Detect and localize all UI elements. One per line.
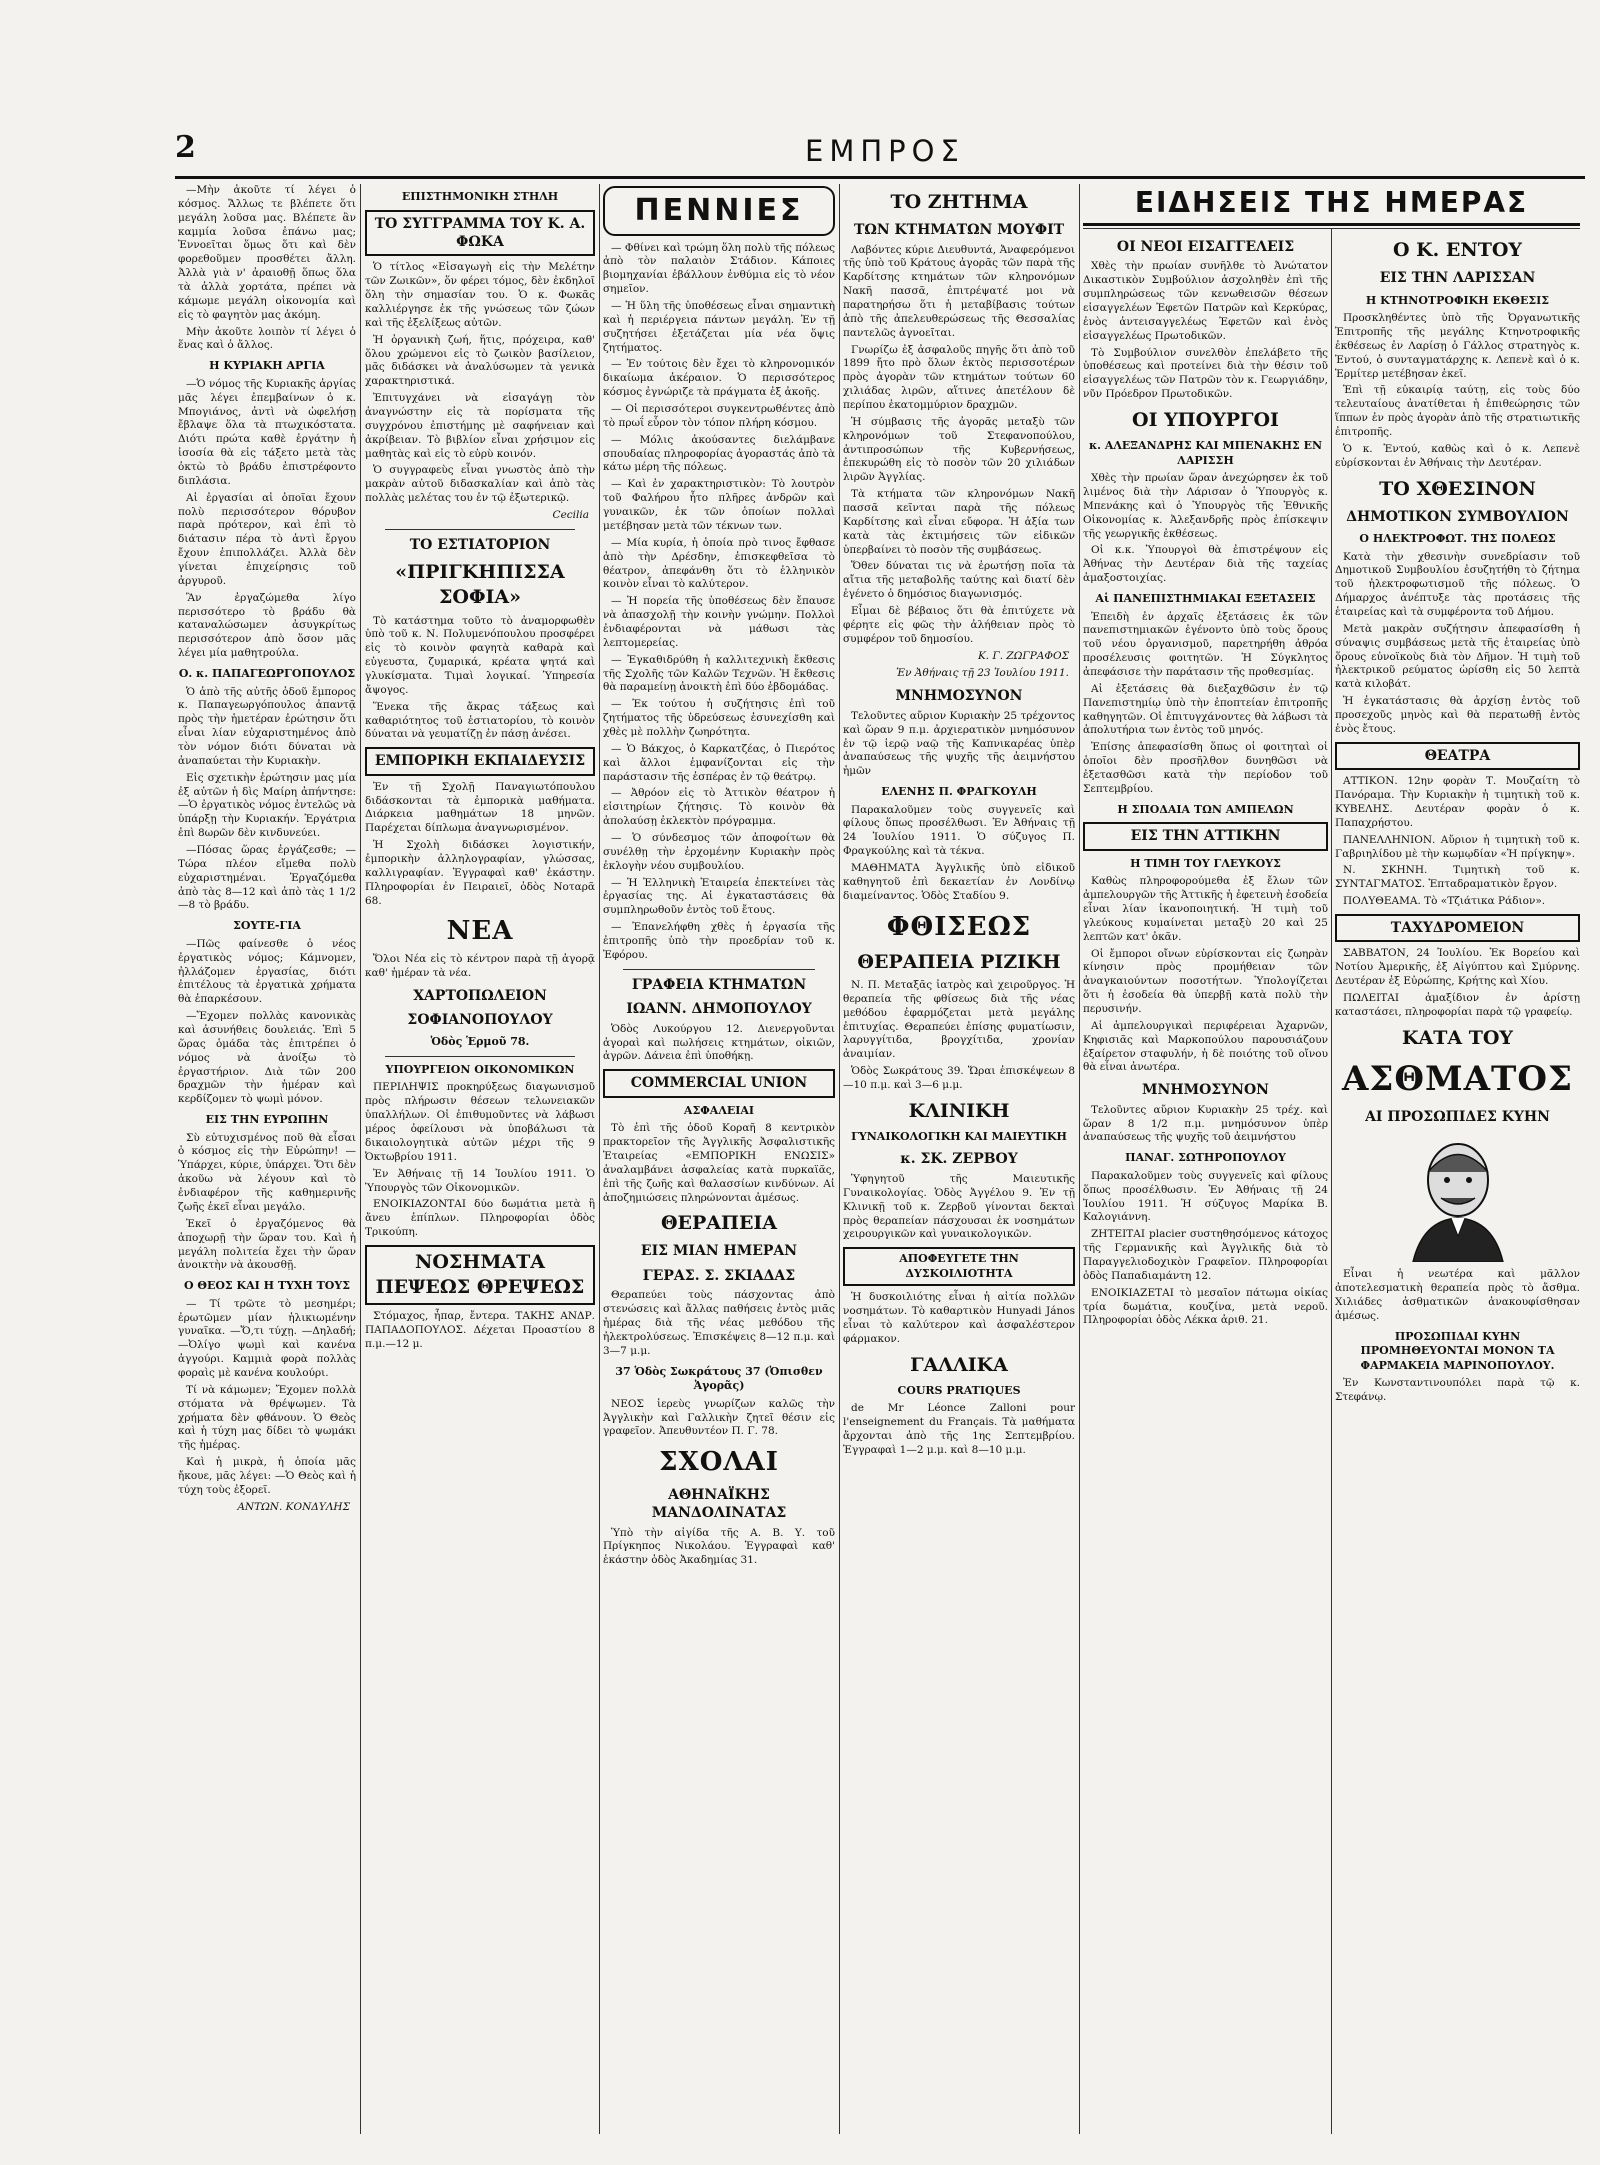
paragraph: Στόμαχος, ἧπαρ, ἔντερα. ΤΑΚΗΣ ΑΝΔΡ. ΠΑΠΑΔΟΠΟΥΛΟΣ. Δέχεται Προαστίου 8 π.μ.—12 μ. xyxy=(365,1310,595,1350)
paragraph: Ὁδὸς Σωκράτους 39. Ὥραι ἐπισκέψεων 8—10 π.μ. καὶ 3—6 μ.μ. xyxy=(843,1065,1075,1092)
paragraph: —Πῶς φαίνεσθε ὁ νέος ἐργατικὸς νόμος; Κάμνομεν, ἠλλάζομεν ἐργασίας, διότι ἐπιτέλους τὰ ἐργατικὰ χρήματα θὰ ἐπαρκέσουν. xyxy=(178,937,356,1006)
paragraph: Ὅθεν δύναται τις νὰ ἐρωτήσῃ ποῖα τὰ αἴτια τῆς μεταβολῆς ταύτης καὶ διατί δὲν ἐγένετο ὁ δημόσιος διαγωνισμός. xyxy=(843,560,1075,601)
column-divider xyxy=(360,184,361,2134)
paragraph: Ἐν Ἀθήναις τῇ 14 Ἰουλίου 1911. Ὁ Ὑπουργὸς τῶν Οἰκονομικῶν. xyxy=(365,1167,595,1194)
paragraph: Προσκληθέντες ὑπὸ τῆς Ὀργανωτικῆς Ἐπιτροπῆς τῆς μεγάλης Κτηνοτροφικῆς ἐκθέσεως ἐν Λαρίσῃ ὁ Γάλλος στρατηγὸς κ. Ἐντού, ὁ συνταγματάρχης κ. Λεπενὲ καὶ ὁ κ. Ἑρμίτερ μετέβησαν ἐκεῖ. xyxy=(1335,312,1580,380)
ad-headline: κ. ΣΚ. ΖΕΡΒΟΥ xyxy=(900,1151,1018,1168)
column-5 xyxy=(1083,232,1328,2134)
article-headline: ΔΗΜΟΤΙΚΟΝ ΣΥΜΒΟΥΛΙΟΝ xyxy=(1346,508,1569,525)
article-headline: ΟΙ ΝΕΟΙ ΕΙΣΑΓΓΕΛΕΙΣ xyxy=(1116,239,1295,255)
ad-headline: ΙΩΑΝΝ. ΔΗΜΟΠΟΥΛΟΥ xyxy=(626,1001,812,1018)
ad-headline: ΓΕΡΑΣ. Σ. ΣΚΙΑΔΑΣ xyxy=(642,1267,796,1284)
ad-headline: ΕΙΣ ΜΙΑΝ ΗΜΕΡΑΝ xyxy=(640,1243,798,1260)
paragraph: ΕΝΟΙΚΙΑΖΟΝΤΑΙ δύο δωμάτια μετὰ ἢ ἄνευ ἐπίπλων. Πληροφορίαι ὁδὸς Τρικούπη. xyxy=(365,1198,595,1239)
article-headline: ΤΟ ΖΗΤΗΜΑ xyxy=(890,191,1028,213)
paragraph: Τὸ Συμβούλιον συνελθὸν ἐπελάβετο τῆς ὑποθέσεως καὶ προτείνει διὰ τὴν θέσιν τοῦ εἰσαγγελέως τῶν Πατρῶν τὸν κ. Γεωργιάδην, νῦν Πρόεδρον Πρωτοδικῶν. xyxy=(1083,346,1328,401)
notice-headline: ΥΠΟΥΡΓΕΙΟΝ ΟΙΚΟΝΟΜΙΚΩΝ xyxy=(385,1062,575,1076)
paragraph: Αἱ ἐξετάσεις θὰ διεξαχθῶσιν ἐν τῷ Πανεπιστημίῳ ὑπὸ τὴν ἐποπτείαν ἐπιτροπῆς καθηγητῶν. Οἱ ἐπιτυγχάνοντες θὰ λάβωσι τὰ ἀπολυτήρια των ἐντὸς τοῦ μηνός. xyxy=(1083,682,1328,737)
paragraph: Ἐκεῖ ὁ ἐργαζόμενος θὰ ἀποχωρῇ τὴν ὥραν του. Καὶ ἡ μεγάλη πολιτεία ἔχει τὴν ὥραν ἀνοικτὴν νὰ ἀκουσθῇ. xyxy=(178,1217,356,1272)
ad-headline: ΘΕΡΑΠΕΙΑ ΡΙΖΙΚΗ xyxy=(857,950,1061,973)
paragraph: Ἡ ἐγκατάστασις θὰ ἀρχίσῃ ἐντὸς τοῦ προσεχοῦς μηνὸς καὶ θὰ περατωθῇ ἐντὸς ἑνὸς ἔτους. xyxy=(1335,695,1580,735)
column-divider xyxy=(599,184,600,2134)
column-2 xyxy=(365,184,595,2134)
paragraph: — Μόλις ἀκούσαντες διελάμβανε σπουδαίας πληροφορίας ἀγοραστάς ἀπὸ τὰ κάτω μέρη τῆς πόλεως. xyxy=(603,433,835,474)
paragraph: — Οἱ περισσότεροι συγκεντρωθέντες ἀπὸ τὸ πρωΐ εὗρον τὸν τόπον πλήρη κόσμου. xyxy=(603,403,835,429)
paragraph: Ἐν τῇ Σχολῇ Παναγιωτόπουλου διδάσκονται τὰ ἐμπορικὰ μαθήματα. Διάρκεια μαθημάτων 18 μηνῶν. Παρέχεται δίπλωμα ἀναγνωρισμένον. xyxy=(365,780,595,835)
paragraph: Ὑπὸ τὴν αἰγίδα τῆς Α. Β. Υ. τοῦ Πρίγκηπος Νικολάου. Ἐγγραφαὶ καθ' ἑκάστην ὁδὸς Ἀκαδημίας 31. xyxy=(603,1526,835,1567)
paragraph: Καθὼς πληροφορούμεθα ἐξ ἔλων τῶν ἀμπελουργῶν τῆς Ἀττικῆς ἡ ἐφετεινὴ ἐσοδεία εἶναι λίαν ἱκανοποιητική. Ἡ τιμὴ τοῦ γλεύκους κυμαίνεται μεταξὺ 20 καὶ 25 λεπτῶν κατ' ὀκᾶν. xyxy=(1083,875,1328,943)
section-heading: Η ΚΥΡΙΑΚΗ ΑΡΓΙΑ xyxy=(209,359,325,373)
article-subheadline: Η ΤΙΜΗ ΤΟΥ ΓΛΕΥΚΟΥΣ xyxy=(1130,856,1281,870)
byline: Cecilia xyxy=(552,509,589,522)
man-portrait-illustration xyxy=(1383,1132,1533,1262)
paragraph: Ἡ ὀργανικὴ ζωή, ἥτις, πρόχειρα, καθ' ὅλου χρώμενοι εἰς τὸ ζωικὸν βασίλειον, μᾶς διδάσκει νὰ ἀναλύσωμεν τὰ γενικὰ χαρακτηριστικά. xyxy=(365,333,595,388)
masthead xyxy=(175,130,1575,180)
paragraph: — Ὁ σύνδεσμος τῶν ἀποφοίτων θὰ συνέλθῃ τὴν ἐρχομένην Κυριακὴν πρὸς ἐκλογὴν νέου συμβουλίου. xyxy=(603,831,835,872)
section-heading: Ο ΘΕΟΣ ΚΑΙ Η ΤΥΧΗ ΤΟΥΣ xyxy=(183,1279,351,1293)
paragraph: Ἐν Κωνσταντινουπόλει παρὰ τῷ κ. Στεφάνῳ. xyxy=(1335,1377,1580,1403)
paragraph: Μετὰ μακρὰν συζήτησιν ἀπεφασίσθη ἡ σύναψις συμβάσεως μετὰ τῆς ἑταιρείας ὑπὸ ὅρους εὐνοϊκοὺς διὰ τὸν Δῆμον. Ἡ τιμὴ τοῦ ἠλεκτρικοῦ ρεύματος ὡρίσθη εἰς 50 λεπτὰ κατὰ κιλοβάτ. xyxy=(1335,622,1580,691)
paragraph: Εἶναι ἡ νεωτέρα καὶ μᾶλλον ἀποτελεσματικὴ θεραπεία πρὸς τὸ ἄσθμα. Χιλιάδες ἀσθματικῶν ἀνακουφίσθησαν ἀμέσως. xyxy=(1335,1268,1580,1322)
paragraph: Ὁ κ. Ἐντού, καθὼς καὶ ὁ κ. Λεπενὲ εὑρίσκονται ἐν Ἀθήναις τὴν Δευτέραν. xyxy=(1335,442,1580,469)
paragraph: ΕΝΟΙΚΙΑΖΕΤΑΙ τὸ μεσαῖον πάτωμα οἰκίας τρία δωμάτια, κουζίνα, μετὰ νεροῦ. Πληροφορίαι ὁδὸς Λέκκα ἀριθ. 21. xyxy=(1083,1286,1328,1327)
paragraph: Ἡ σύμβασις τῆς ἀγορᾶς μεταξὺ τῶν κληρονόμων τοῦ Στεφανοπούλου, ἀντιπροσώπων τῆς Κυβερνήσεως, ἐπεκυρώθη εἰς τὸ ποσὸν τῶν 20 χιλιάδων λιρῶν Ἀγγλίας. xyxy=(843,415,1075,484)
article-headline: ΤΟ ΣΥΓΓΡΑΜΜΑ ΤΟΥ Κ. Α. ΦΩΚΑ xyxy=(365,210,595,257)
page-number: 2 xyxy=(175,130,196,165)
paragraph: Αἱ ἐργασίαι αἱ ὁποῖαι ἔχουν πολὺ περισσότερον θόρυβον παρὰ πρότερον, καὶ ἐπὶ τὸ διάτασιν πέρα τὸ ἀντὶ ἔργου ἔχουν ἐπιπολλάζει. Ἀλλὰ δὲν γίνεται ἐπιχείρησις τοῦ ἀργυροῦ. xyxy=(178,491,356,587)
section-heading: ΘΕΑΤΡΑ xyxy=(1335,742,1580,770)
ad-headline: ΑΙ ΠΡΟΣΩΠΙΔΕΣ ΚΥΗΝ xyxy=(1365,1108,1550,1125)
paragraph: Καὶ ἡ μικρὰ, ἡ ὁποία μᾶς ἤκουε, μᾶς λέγει: —Ὁ Θεὸς καὶ ἡ τύχη τοὺς ἐξορεῖ. xyxy=(178,1456,356,1496)
paragraph: Τὰ κτήματα τῶν κληρονόμων Νακῆ πασσᾶ κεῖνται παρὰ τῆς πόλεως Καρδίτσης καὶ εἶναι εὔφορα. Ἡ ἀξία των κατὰ τὰς ἐκτιμήσεις τῶν εἰδικῶν ὑπερβαίνει τὸ ποσὸν τῆς συμβάσεως. xyxy=(843,488,1075,556)
header-divider xyxy=(1083,228,1580,229)
paragraph: Τελοῦντες αὔριον Κυριακὴν 25 τρέχοντος καὶ ὥραν 9 π.μ. ἀρχιερατικὸν μνημόσυνον ἐν τῷ ἱερῷ ναῷ τῆς Καπνικαρέας ὑπὲρ ἀναπαύσεως τῆς ψυχῆς τῆς ἀειμνήστου ἡμῶν xyxy=(843,709,1075,778)
paragraph: — Φθίνει καὶ τρώμη ὅλη πολὺ τῆς πόλεως ἀπὸ τὸν παλαιὸν Στάδιον. Κάποιες βιομηχανίαι ἐβάλλουν ἐνθύμια εἰς τὸ νέον σημεῖον. xyxy=(603,241,835,296)
article-subheadline: κ. ΑΛΕΞΑΝΔΡΗΣ ΚΑΙ ΜΠΕΝΑΚΗΣ ΕΝ ΛΑΡΙΣΣΗ xyxy=(1088,439,1323,467)
column-headline: ΠΕΝΝΙΕΣ xyxy=(603,186,835,236)
column-6 xyxy=(1335,232,1580,2134)
divider xyxy=(385,529,575,530)
ad-address: Ὁδὸς Ἑρμοῦ 78. xyxy=(430,1035,530,1049)
ad-headline: ΑΘΗΝΑΪΚΗΣ ΜΑΝΔΟΛΙΝΑΤΑΣ xyxy=(651,1486,787,1522)
ad-headline: ΝΟΣΗΜΑΤΑ ΠΕΨΕΩΣ ΘΡΕΨΕΩΣ xyxy=(365,1245,595,1305)
notice-name: ΠΑΝΑΓ. ΣΩΤΗΡΟΠΟΥΛΟΥ xyxy=(1125,1151,1286,1165)
paragraph: Ἂν ἐργαζώμεθα λίγο περισσότερο τὸ βράδυ θὰ καταναλώσωμεν ἀσυγκρίτως περισσότερον ἀπὸ ὅσον μᾶς λέγει μία μαθητρούλα. xyxy=(178,591,356,660)
paragraph: Ἐπὶ τῇ εὐκαιρίᾳ ταύτῃ, εἰς τοὺς δύο τελευταίους ἀνατίθεται ἡ ἐπιθεώρησις τῶν ἵππων ἐν πρὸς ἀγορὰν ἀπὸ τῆς στρατιωτικῆς ἐπιτροπῆς. xyxy=(1335,384,1580,438)
article-headline: ΤΟ ΧΘΕΣΙΝΟΝ xyxy=(1379,477,1536,500)
column-4 xyxy=(843,184,1075,2134)
paragraph: Εἶμαι δὲ βέβαιος ὅτι θὰ ἐπιτύχετε νὰ φέρητε εἰς φῶς τὴν ἀλήθειαν πρὸς τὸ συμφέρον τοῦ δημοσίου. xyxy=(843,605,1075,645)
paragraph: Ἡ δυσκοιλιότης εἶναι ἡ αἰτία πολλῶν νοσημάτων. Τὸ καθαρτικὸν Hunyadi János εἶναι τὸ καλύτερον καὶ ἀσφαλέστερον φάρμακον. xyxy=(843,1291,1075,1345)
paragraph: ΜΑΘΗΜΑΤΑ Ἀγγλικῆς ὑπὸ εἰδικοῦ καθηγητοῦ ἐπὶ δεκαετίαν ἐν Λονδίνῳ διαμείναντος. Ὁδὸς Σταδίου 9. xyxy=(843,862,1075,902)
newspaper-title: ΕΜΠΡΟΣ xyxy=(805,134,965,168)
paragraph: Ὑφηγητοῦ τῆς Μαιευτικῆς Γυναικολογίας. Ὁδὸς Ἀγγέλου 9. Ἐν τῇ Κλινικῇ τοῦ κ. Ζερβοῦ γίνονται δεκταὶ πρὸς θεραπείαν πάσχουσαι ἐκ νοσημάτων χειρουργικῶν καὶ γυναικολογικῶν. xyxy=(843,1172,1075,1241)
paragraph: Ἡ Σχολὴ διδάσκει λογιστικήν, ἐμπορικὴν ἀλληλογραφίαν, γλώσσας, καλλιγραφίαν. Ἐγγραφαὶ καθ' ἑκάστην. Πληροφορίαι ἐν Πειραιεῖ, ὁδὸς Νοταρᾶ 68. xyxy=(365,839,595,907)
paragraph: ΠΑΝΕΛΛΗΝΙΟΝ. Αὔριον ἡ τιμητικὴ τοῦ κ. Γαβριηλίδου μὲ τὴν κωμῳδίαν «Ἡ πρίγκηψ». xyxy=(1335,833,1580,860)
paragraph: Κατὰ τὴν χθεσινὴν συνεδρίασιν τοῦ Δημοτικοῦ Συμβουλίου ἐσυζητήθη τὸ ζήτημα τοῦ ἠλεκτροφωτισμοῦ τῆς πόλεως. Ὁ Δήμαρχος ἀνέπτυξε τὰς προτάσεις τῆς ἑταιρείας καὶ τὰ συμφέροντα τοῦ Δήμου. xyxy=(1335,550,1580,619)
paragraph: Οἱ κ.κ. Ὑπουργοὶ θὰ ἐπιστρέψουν εἰς Ἀθήνας τὴν Δευτέραν διὰ τῆς ταχείας ἀμαξοστοιχίας. xyxy=(1083,544,1328,585)
paragraph: ΠΩΛΕΙΤΑΙ ἁμαξίδιον ἐν ἀρίστῃ καταστάσει, πληροφορίαι παρὰ τῷ γραφείῳ. xyxy=(1335,992,1580,1018)
paragraph: Τί νὰ κάμωμεν; Ἔχομεν πολλὰ στόματα νὰ θρέψωμεν. Τὰ χρήματα δὲν φθάνουν. Ὁ Θεὸς καὶ ἡ τύχη μας δίδει τὸ ψωμάκι τῆς ἡμέρας. xyxy=(178,1383,356,1452)
paragraph: — Ἀθρόον εἰς τὸ Ἀττικὸν θέατρον ἡ εἰσιτηρίων ζήτησις. Τὸ κοινὸν θὰ ἀπολαύσῃ ἐκλεκτὸν πρόγραμμα. xyxy=(603,787,835,828)
paragraph: ΠΕΡΙΛΗΨΙΣ προκηρύξεως διαγωνισμοῦ πρὸς πλήρωσιν θέσεων τελωνειακῶν ὑπαλλήλων. Οἱ ἐπιθυμοῦντες νὰ λάβωσι μέρος ὀφείλουσι νὰ ὑποβάλωσι τὰ δικαιολογητικὰ αὐτῶν μέχρι τῆς 9 Ὀκτωβρίου 1911. xyxy=(365,1081,595,1163)
paragraph: Χθὲς τὴν πρωίαν ὥραν ἀνεχώρησεν ἐκ τοῦ λιμένος διὰ τὴν Λάρισαν ὁ Ὑπουργὸς κ. Μπενάκης καὶ ὁ Ὑπουργὸς τῆς Ἐθνικῆς Οἰκονομίας κ. Ἀλεξανδρῆς πρὸς ἐπίσκεψιν τῆς γεωργικῆς ἐκθέσεως. xyxy=(1083,472,1328,540)
byline: Κ. Γ. ΖΩΓΡΑΦΟΣ xyxy=(977,649,1069,662)
ad-headline: ΓΑΛΛΙΚΑ xyxy=(910,1353,1008,1376)
article-subheadline: Η ΚΤΗΝΟΤΡΟΦΙΚΗ ΕΚΘΕΣΙΣ xyxy=(1365,293,1550,307)
article-headline: ΟΙ ΥΠΟΥΡΓΟΙ xyxy=(1132,409,1279,432)
column-divider xyxy=(839,184,840,2134)
paragraph: ΖΗΤΕΙΤΑΙ placier συστηθησόμενος κάτοχος τῆς Γερμανικῆς καὶ Ἀγγλικῆς διὰ τὸ Παραγγελιοδοχικὸν Γραφεῖον. Πληροφορίαι ὁδὸς Παπαδιαμάντη 12. xyxy=(1083,1228,1328,1282)
paragraph: — Ἡ πορεία τῆς ὑποθέσεως δὲν ἔπαυσε νὰ ἀπασχολῇ τὴν κοινὴν γνώμην. Πολλοὶ ἐνδιαφέρονται νὰ μάθωσι τὰς λεπτομερείας. xyxy=(603,595,835,649)
masthead-rule xyxy=(175,176,1585,179)
notice-name: ΕΛΕΝΗΣ Π. ΦΡΑΓΚΟΥΛΗ xyxy=(881,785,1037,799)
article-headline: ΤΩΝ ΚΤΗΜΑΤΩΝ ΜΟΥΦΙΤ xyxy=(853,222,1065,239)
paragraph: Ἕνεκα τῆς ἄκρας τάξεως καὶ καθαριότητος τοῦ ἑστιατορίου, τὸ κοινὸν δύναται νὰ γευματίζῃ ἐν πάσῃ ἀνέσει. xyxy=(365,700,595,741)
article-headline: Η ΣΠΟΔΑΙΑ ΤΩΝ ΑΜΠΕΛΩΝ xyxy=(1117,802,1294,816)
section-heading: ΤΑΧΥΔΡΟΜΕΙΟΝ xyxy=(1335,914,1580,942)
ad-headline: ΦΘΙΣΕΩΣ xyxy=(886,911,1032,942)
article-headline: Ο Κ. ΕΝΤΟΥ xyxy=(1392,239,1522,261)
column-1 xyxy=(178,184,356,2134)
section-heading: ΣΟΥΤΕ-ΓΙΑ xyxy=(233,919,301,933)
section-kicker: ΕΠΙΣΤΗΜΟΝΙΚΗ ΣΤΗΛΗ xyxy=(401,190,559,203)
column-divider xyxy=(1079,184,1080,2134)
paragraph: — Ἐγκαθιδρύθη ἡ καλλιτεχνικὴ ἔκθεσις τῆς Σχολῆς τῶν Καλῶν Τεχνῶν. Ἡ ἔκθεσις θὰ παραμείνῃ ἀνοικτὴ ἐπὶ δύο ἑβδομάδας. xyxy=(603,653,835,694)
paragraph: —Ὁ νόμος τῆς Κυριακῆς ἀργίας μᾶς λέγει ἐπεμβαίνων ὁ κ. Μπογιάνος, ἀντὶ νὰ ὠφελήσῃ ἔβλαψε ὅλα τὰ πτωχικόστατα. Διότι πρώτα καθὲ ἐργάτην ἠ ἰσοσία θὰ εἰς τάξετο μετὰ τὰς ὀκτὼ τὸ βράδυ ἐπιστρέφοντο διπλάσια. xyxy=(178,377,356,487)
paragraph: Ἐπειδὴ ἐν ἀρχαῖς ἐξετάσεις ἐκ τῶν πανεπιστημιακῶν ἐγένοντο ὑπὸ τοὺς ὅρους τοῦ νέου ὀργανισμοῦ, παρετηρήθη ἀθρόα προσέλευσις φοιτητῶν. Ἡ Σύγκλητος ἀπεφάσισε τὴν παράτασιν τῆς προθεσμίας. xyxy=(1083,610,1328,678)
section-heading: ΕΙΣ ΤΗΝ ΕΥΡΩΠΗΝ xyxy=(205,1113,329,1127)
paragraph: ΠΟΛΥΘΕΑΜΑ. Τὸ «Τζιάτικα Ράδιον». xyxy=(1343,895,1546,908)
paragraph: Μὴν ἀκοῦτε λοιπὸν τί λέγει ὁ ἕνας καὶ ὁ ἄλλος. xyxy=(178,325,356,352)
paragraph: Τελοῦντες αὔριον Κυριακὴν 25 τρέχ. καὶ ὥραν 8 1/2 π.μ. μνημόσυνον ὑπὲρ ἀναπαύσεως τῆς ψυχῆς τοῦ ἀειμνήστου xyxy=(1083,1103,1328,1144)
paragraph: ΝΕΟΣ ἱερεὺς γνωρίζων καλῶς τὴν Ἀγγλικὴν καὶ Γαλλικὴν ζητεῖ θέσιν εἰς γραφεῖον. Ἀπευθυντέον Π. Γ. 78. xyxy=(603,1397,835,1438)
article-subheadline: Ο ΗΛΕΚΤΡΟΦΩΤ. ΤΗΣ ΠΟΛΕΩΣ xyxy=(1359,532,1556,546)
notice-headline: ΜΝΗΜΟΣΥΝΟΝ xyxy=(895,688,1023,705)
paragraph: — Τί τρῶτε τὸ μεσημέρι; ἐρωτῶμεν μίαν ἡλικιωμένην γυναῖκα. —Ὅ,τι τύχῃ. —Δηλαδή; —Ὀλίγο ψωμὶ καὶ κανένα ἀγγούρι. Καμμιὰ φορὰ πολλὰς φοραὶς μὲ κανένα κουλούρι. xyxy=(178,1297,356,1380)
ad-headline: ΣΧΟΛΑΙ xyxy=(659,1447,779,1478)
ad-headline: ΕΜΠΟΡΙΚΗ ΕΚΠΑΙΔΕΥΣΙΣ xyxy=(365,747,595,775)
paragraph: Ὅλοι Νέα εἰς τὸ κέντρον παρὰ τῇ ἀγορᾷ καθ' ἡμέραν τὰ νέα. xyxy=(365,952,595,979)
paragraph: Λαβόντες κύριε Διευθυντά, Ἀναφερόμενοι τῆς ὑπὸ τοῦ Κράτους ἀγορᾶς τῶν παρὰ τῆς Καρδίτσης κτημάτων τῶν κληρονόμων Νακῆ πασσᾶ, ἐπιτρέψατέ μοι νὰ παρατηρήσω ὅτι ἡ μεταβίβασις τούτων ἀπὸ τῆς ἀπελευθερώσεως τῆς Θεσσαλίας παντελῶς ἀγνοεῖται. xyxy=(843,243,1075,339)
paragraph: Τὸ ἐπὶ τῆς ὁδοῦ Κοραῆ 8 κεντρικὸν πρακτορεῖον τῆς Ἀγγλικῆς Ἀσφαλιστικῆς Ἑταιρείας «ΕΜΠΟΡΙΚΗ ΕΝΩΣΙΣ» ἀναλαμβάνει ἀσφαλείας κατὰ πυρκαϊᾶς, ἐπὶ τῆς ζωῆς καὶ θαλασσίων κινδύνων. Αἱ ἀποζημιώσεις πληρώνονται ἀμέσως. xyxy=(603,1122,835,1204)
paragraph: Σὺ εὐτυχισμένος ποῦ θὰ εἶσαι ὁ κόσμος εἰς τὴν Εὐρώπην! —Ὑπάρχει, κύριε, ὑπάρχει. Ὅτι δὲν ἀκοῦω νὰ λέγουν καὶ τὸ ἐνδιαφέρον τῆς καθημερινῆς ζωῆς ἐκεῖ εἶναι μεγάλο. xyxy=(178,1131,356,1213)
notice-headline: ΜΝΗΜΟΣΥΝΟΝ xyxy=(1142,1082,1269,1099)
ad-footer: ΠΡΟΣΩΠΙΔΑΙ ΚΥΗΝ ΠΡΟΜΗΘΕΥΟΝΤΑΙ ΜΟΝΟΝ ΤΑ ΦΑΡΜΑΚΕΙΑ ΜΑΡΙΝΟΠΟΥΛΟΥ. xyxy=(1360,1329,1555,1372)
paragraph: — Ὁ Βάκχος, ὁ Καρκατζέας, ὁ Πιερότος καὶ ἄλλοι ἐμφανίζονται εἰς τὴν παράστασιν τῆς ἐσπέρας ἐν τῷ θεάτρῳ. xyxy=(603,742,835,783)
paragraph: Ἐπιτυγχάνει νὰ εἰσαγάγῃ τὸν ἀναγνώστην εἰς τὰ πορίσματα τῆς συγχρόνου ἐπιστήμης μὲ σαφήνειαν καὶ ἀκρίβειαν. Τὸ βιβλίον εἶναι χρήσιμον εἰς μαθητὰς καὶ εἰς τὸ εὐρὺ κοινόν. xyxy=(365,392,595,460)
paragraph: — Ἐκ τούτου ἡ συζήτησις ἐπὶ τοῦ ζητήματος τῆς ὑδρεύσεως ἐσυνεχίσθη καὶ χθὲς μὲ πολλὴν ζωηρότητα. xyxy=(603,698,835,738)
ad-headline: «ΠΡΙΓΚΗΠΙΣΣΑ ΣΟΦΙΑ» xyxy=(395,561,565,609)
ad-headline: ΤΟ ΕΣΤΙΑΤΟΡΙΟΝ xyxy=(409,536,551,553)
paragraph: Ὁ συγγραφεὺς εἶναι γνωστὸς ἀπὸ τὴν μακρὰν αὐτοῦ διδασκαλίαν καὶ ἀπὸ τὰς πολλὰς μελέτας του ἐν τῷ ἐξωτερικῷ. xyxy=(365,464,595,505)
ad-headline: ΧΑΡΤΟΠΩΛΕΙΟΝ xyxy=(413,987,547,1004)
paragraph: — Ἐπανελήφθη χθὲς ἡ ἐργασία τῆς ἐπιτροπῆς ὑπὸ τὴν προεδρίαν τοῦ κ. Ἐφόρου. xyxy=(603,921,835,961)
paragraph: ΣΑΒΒΑΤΟΝ, 24 Ἰουλίου. Ἐκ Βορείου καὶ Νοτίου Ἀμερικῆς, ἐξ Αἰγύπτου καὶ Σμύρνης. Δευτέραν ἐξ Εὐρώπης, Κρήτης καὶ Χίου. xyxy=(1335,947,1580,988)
ad-headline: COMMERCIAL UNION xyxy=(603,1069,835,1097)
section-heading: Ο. κ. ΠΑΠΑΓΕΩΡΓΟΠΟΥΛΟΣ xyxy=(178,667,356,681)
paragraph: Τὸ κατάστημα τοῦτο τὸ ἀναμορφωθὲν ὑπὸ τοῦ κ. Ν. Πολυμενόπουλου προσφέρει εἰς τὸ κοινὸν φαγητὰ καθαρὰ καὶ εὐγευστα, ζυμαρικά, κρέατα ψητά καὶ γλυκίσματα. Τιμαὶ λογικαί. Ὑπηρεσία ἄψογος. xyxy=(365,614,595,696)
divider xyxy=(385,1056,575,1057)
paragraph: Ν. Π. Μεταξᾶς ἰατρὸς καὶ χειροῦργος. Ἡ θεραπεία τῆς φθίσεως διὰ τῆς νέας μεθόδου ἐφαρμόζεται μετὰ μεγάλης ἐπιτυχίας. Θεραπεύει ἐπίσης φυματίωσιν, λαρυγγίτιδα, βρογχίτιδα, χρονίαν ἀναιμίαν. xyxy=(843,979,1075,1061)
ad-subheadline: ΑΣΦΑΛΕΙΑΙ xyxy=(683,1103,755,1117)
paragraph: — Ἡ ὕλη τῆς ὑποθέσεως εἶναι σημαντικὴ καὶ ἡ περιέργεια πάντων μεγάλη. Ἐν τῇ συζητήσει ἐξετάζεται μία νέα ὅψις ζητήματος. xyxy=(603,300,835,354)
ad-address: 37 Ὁδὸς Σωκράτους 37 (Ὀπισθεν Ἀγορᾶς) xyxy=(615,1364,823,1393)
paragraph: Ὁ τίτλος «Εἰσαγωγὴ εἰς τὴν Μελέτην τῶν Ζωικῶν», ὅν φέρει τόμος, δὲν ἐκδηλοῖ ὅλη τὴν σημασίαν του. Ὁ κ. Φωκᾶς καλλιέργησε ἐκ τῆς γνώσεως τῶν ζώων καὶ τῆς ἐξελίξεως αὐτῶν. xyxy=(365,261,595,329)
paragraph: — Μία κυρία, ἡ ὁποία πρὸ τινος ἔφθασε ἀπὸ τὴν Δρέσδην, ἐπισκεφθεῖσα τὸ θέατρον, ἀπεφάνθη ὅτι τὸ ἐλληνικὸν κοινὸν εἶναι τὸ καλύτερον. xyxy=(603,536,835,591)
ad-headline: ΓΥΝΑΙΚΟΛΟΓΙΚΗ ΚΑΙ ΜΑΙΕΥΤΙΚΗ xyxy=(851,1129,1067,1143)
column-3 xyxy=(603,184,835,2134)
paragraph: Οἱ ἔμποροι οἴνων εὑρίσκονται εἰς ζωηρὰν κίνησιν πρὸς προμήθειαν τῶν ἀναγκαιούντων ποσοτήτων. Ὑπολογίζεται ὅτι ἡ ἐσοδεία θὰ ὑπερβῇ κατὰ πολὺ τὴν περυσινήν. xyxy=(1083,947,1328,1015)
ad-headline: ΚΑΤΑ ΤΟΥ xyxy=(1401,1026,1513,1049)
paragraph: Παρακαλοῦμεν τοὺς συγγενεῖς καὶ φίλους ὅπως προσέλθωσιν. Ἐν Ἀθήναις τῇ 24 Ἰουλίου 1911. Ἡ σύζυγος Μαρίκα Β. Καλογιάννη. xyxy=(1083,1169,1328,1224)
article-headline: Αἱ ΠΑΝΕΠΙΣΤΗΜΙΑΚΑΙ ΕΞΕΤΑΣΕΙΣ xyxy=(1095,592,1316,606)
column-divider xyxy=(1331,228,1332,2134)
ad-headline: ΑΠΟΦΕΥΓΕΤΕ ΤΗΝ ΔΥΣΚΟΙΛΙΟΤΗΤΑ xyxy=(843,1247,1075,1286)
divider xyxy=(623,969,815,970)
paragraph: Γνωρίζω ἐξ ἀσφαλοῦς πηγῆς ὅτι ἀπὸ τοῦ 1899 ἤτο πρὸ ὅλων ἐκτὸς περισσοτέρων πρὸς ἀγορὰν τῶν κτημάτων τούτων 60 χιλιάδας λιρῶν, αἵτινες ἀπετέλουν δὲ περίπου ἑκατομμύριον δραχμῶν. xyxy=(843,343,1075,411)
paragraph: Αἱ ἀμπελουργικαὶ περιφέρειαι Ἀχαρνῶν, Κηφισιᾶς καὶ Μαρκοπούλου παρουσιάζουν ἐξαίρετον σταφυλήν, ἡ δὲ ποιότης τοῦ οἴνου θὰ εἶναι ἀνωτέρα. xyxy=(1083,1019,1328,1074)
dateline: Ἐν Ἀθήναις τῇ 23 Ἰουλίου 1911. xyxy=(896,667,1069,680)
paragraph: Χθὲς τὴν πρωίαν συνῆλθε τὸ Ἀνώτατον Δικαστικὸν Συμβούλιον ἀσχοληθὲν ἐπὶ τῆς συμπληρώσεως τῶν κενωθεισῶν θέσεων εἰσαγγελέων Ἐφετῶν Πατρῶν καὶ Κερκύρας, ἐνὸς ἀντεισαγγελέως Ἐφετῶν καὶ ἑνὸς εἰσαγγελέως Πρωτοδικῶν. xyxy=(1083,260,1328,342)
paragraph: —Μὴν ἀκοῦτε τί λέγει ὁ κόσμος. Ἄλλως τε βλέπετε ὅτι μεγάλη λοῦσα μας. Βλέπετε ἂν καμμία λοῦσα ἐπάνω μας; Ἐννοεῖται ὅμως ὅτι καὶ δὲν φορεθοῦμεν προσθέτει ἄλλη. Ἀλλὰ γιὰ ν' ἀραιοθῇ ὅπως ὅλα τὰ ἀλλὰ χορτάτα, πρέπει νὰ κάμωμε μεγάλη οἰκονομία καὶ εἰς τὸ φαγητὸν μας ἀκόμη. xyxy=(178,184,356,321)
paragraph: de Mr Léonce Zalloni pour l'enseignement du Français. Τὰ μαθήματα ἄρχονται ἀπὸ τῆς 1ης Σεπτεμβρίου. Ἐγγραφαὶ 1—2 μ.μ. καὶ 8—10 μ.μ. xyxy=(843,1402,1075,1456)
paragraph: Ν. ΣΚΗΝΗ. Τιμητικὴ τοῦ κ. ΣΥΝΤΑΓΜΑΤΟΣ. Ἑπταδραματικὸν ἔργον. xyxy=(1335,864,1580,891)
paragraph: Ἐπίσης ἀπεφασίσθη ὅπως οἱ φοιτηταὶ οἱ ὁποῖοι δὲν προσῆλθον δυνηθῶσι νὰ ἐξετασθῶσι κατὰ τὴν περίοδον τοῦ Σεπτεμβρίου. xyxy=(1083,741,1328,795)
paragraph: — Ἡ Ἐλληνικὴ Ἑταιρεία ἐπεκτείνει τὰς ἐργασίας της. Αἱ ἐγκαταστάσεις θὰ συμπληρωθοῦν ἐντὸς τοῦ ἔτους. xyxy=(603,876,835,917)
paragraph: — Καὶ ἐν χαρακτηριστικὸν: Τὸ λουτρὸν τοῦ Φαλήρου ἦτο πλῆρες ἀνδρῶν καὶ γυναικῶν, ἐκ τῶν ὁποίων πολλαὶ μετέβησαν μετὰ τῶν τέκνων των. xyxy=(603,478,835,532)
ad-headline: ΓΡΑΦΕΙΑ ΚΤΗΜΑΤΩΝ xyxy=(631,976,807,993)
ad-headline: ΘΕΡΑΠΕΙΑ xyxy=(660,1212,778,1235)
paragraph: ΑΤΤΙΚΟΝ. 12ην φορὰν Τ. Μουζαίτη τὸ Πανόραμα. Τὴν Κυριακὴν ἡ τιμητικὴ τοῦ κ. ΚΥΒΕΛΗΣ. Δευτέραν φορὰν ὁ κ. Παπαχρήστου. xyxy=(1335,775,1580,829)
paragraph: Ὁ ἀπὸ τῆς αὐτῆς ὁδοῦ ἔμπορος κ. Παπαγεωργόπουλος ἀπαντᾷ πρὸς τὴν ἡμετέραν ἐρώτησιν ὅτι εἶναι λίαν εὐχαριστημένος ἀπὸ τὸν νόμον διότι δύναται νὰ ἀναπαύεται τὴν Κυριακὴν. xyxy=(178,685,356,767)
ad-headline: ΚΛΙΝΙΚΗ xyxy=(908,1099,1010,1122)
byline: ΑΝΤΩΝ. ΚΟΝΔΥΛΗΣ xyxy=(237,1500,350,1513)
ad-headline: ΝΕΑ xyxy=(446,916,514,947)
article-headline: ΕΙΣ ΤΗΝ ΑΤΤΙΚΗΝ xyxy=(1083,822,1328,850)
article-headline: ΕΙΣ ΤΗΝ ΛΑΡΙΣΣΑΝ xyxy=(1379,270,1536,287)
ad-subheadline: COURS PRATIQUES xyxy=(897,1383,1021,1397)
ad-headline: ΣΟΦΙΑΝΟΠΟΥΛΟΥ xyxy=(407,1011,553,1028)
news-section-title: ΕΙΔΗΣΕΙΣ ΤΗΣ ΗΜΕΡΑΣ xyxy=(1083,186,1580,226)
paragraph: Παρακαλοῦμεν τοὺς συγγενεῖς καὶ φίλους ὅπως προσέλθωσι. Ἐν Ἀθήναις τῇ 24 Ἰουλίου 1911. Ὁ σύζυγος Π. Φραγκούλης καὶ τὰ τέκνα. xyxy=(843,803,1075,858)
ad-headline: ΑΣΘΜΑΤΟΣ xyxy=(1341,1058,1573,1099)
paragraph: Θεραπεύει τοὺς πάσχοντας ἀπὸ στενώσεις καὶ ἄλλας παθήσεις ἐντὸς μιᾶς ἡμέρας διὰ τῆς νέας μεθόδου τῆς ἠλεκτρολύσεως. Ἐπισκέψεις 8—12 π.μ. καὶ 3—7 μ.μ. xyxy=(603,1289,835,1357)
paragraph: Εἰς σχετικὴν ἐρώτησιν μας μία ἐξ αὐτῶν ἡ δὶς Μαίρη ἀπήντησε: —Ὁ ἐργατικὸς νόμος ἐντελῶς νὰ ὑπάρξῃ τὴν Κυριακήν. Ἐργάτρια ἐπὶ 8ωρῶν δὲν κινδυνεύει. xyxy=(178,771,356,840)
paragraph: —Πόσας ὥρας ἐργάζεσθε; —Τώρα πλέον εἴμεθα πολὺ εὐχαριστημέναι. Ἐργαζόμεθα ἀπὸ τὰς 8—12 καὶ ἀπὸ τὰς 1 1/2—8 τὸ βράδυ. xyxy=(178,843,356,912)
paragraph: —Ἔχομεν πολλὰς κανονικὰς καὶ ἀσυνήθεις δουλειάς. Ἐπὶ 5 ὥρας ὁμάδα τὰς ἐπιτρέπει ὁ νόμος νὰ ἀνοίξω τὸ ἐργαστήριον. Διὰ τῶν 200 δραχμῶν τὴν ἡμέραν καὶ κερδίζομεν τὸ ψωμὶ μόνον. xyxy=(178,1010,356,1106)
paragraph: Ὁδὸς Λυκούργου 12. Διενεργοῦνται ἀγοραὶ καὶ πωλήσεις κτημάτων, οἰκιῶν, ἀγρῶν. Δάνεια ἐπὶ ὑποθήκῃ. xyxy=(603,1022,835,1063)
paragraph: — Ἐν τούτοις δὲν ἔχει τὸ κληρονομικόν δικαίωμα ἀκέραιον. Ὁ περισσότερος κόσμος ἐγνώριζε τὰ πράγματα ἐξ ἀκοῆς. xyxy=(603,358,835,399)
